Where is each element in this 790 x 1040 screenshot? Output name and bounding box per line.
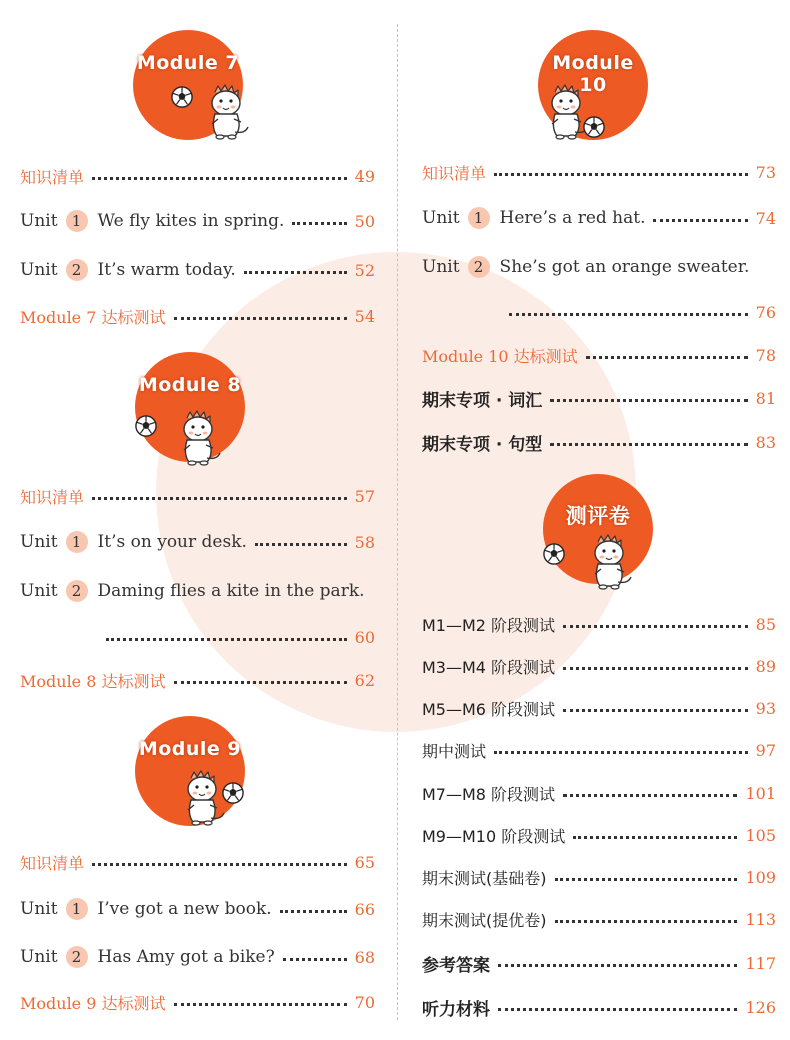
page-number: 83 bbox=[755, 432, 776, 452]
unit-number-badge: 1 bbox=[66, 210, 88, 232]
dinosaur-mascot-icon bbox=[200, 84, 252, 140]
toc-label: 参考答案 bbox=[422, 955, 490, 976]
unit-word: Unit bbox=[20, 899, 58, 919]
toc-label: 知识清单 bbox=[20, 167, 85, 187]
toc-label: M7—M8 阶段测试 bbox=[422, 784, 556, 804]
toc-row[interactable] bbox=[20, 483, 375, 509]
toc-row-continuation[interactable] bbox=[505, 299, 776, 325]
page-number: 62 bbox=[354, 670, 375, 690]
unit-word: Unit bbox=[20, 532, 58, 552]
dot-leader bbox=[292, 222, 346, 225]
dot-leader bbox=[280, 910, 347, 913]
toc-row[interactable] bbox=[20, 257, 375, 283]
toc-label: Module 9 达标测试 bbox=[20, 993, 166, 1013]
toc-row[interactable] bbox=[422, 611, 776, 637]
toc-row-continuation[interactable] bbox=[100, 624, 375, 650]
dot-leader bbox=[563, 667, 748, 670]
toc-row[interactable] bbox=[422, 864, 776, 890]
toc-row[interactable] bbox=[422, 342, 776, 368]
toc-row[interactable] bbox=[20, 944, 375, 970]
module-8-title: Module 8 bbox=[138, 374, 242, 396]
dot-leader bbox=[509, 313, 748, 316]
page-number: 113 bbox=[745, 909, 776, 929]
toc-label: Module 8 达标测试 bbox=[20, 671, 166, 691]
dinosaur-mascot-icon bbox=[583, 534, 635, 590]
toc-row[interactable] bbox=[20, 578, 375, 604]
toc-row[interactable] bbox=[422, 205, 776, 231]
soccer-ball-icon bbox=[222, 782, 244, 804]
unit-word: Unit bbox=[20, 260, 58, 280]
toc-label: It’s on your desk. bbox=[97, 532, 247, 552]
dot-leader bbox=[283, 958, 347, 961]
page-number: 52 bbox=[354, 260, 375, 280]
toc-label: Here’s a red hat. bbox=[499, 208, 646, 228]
page-number: 78 bbox=[755, 345, 776, 365]
toc-row[interactable] bbox=[20, 989, 375, 1015]
dot-leader bbox=[494, 751, 748, 754]
toc-label: It’s warm today. bbox=[97, 260, 236, 280]
toc-label: 知识清单 bbox=[422, 163, 487, 183]
toc-label: 听力材料 bbox=[422, 999, 490, 1020]
toc-label: 期中测试 bbox=[422, 741, 487, 761]
soccer-ball-icon bbox=[135, 415, 157, 437]
dot-leader bbox=[550, 399, 747, 402]
toc-row[interactable] bbox=[422, 429, 776, 455]
unit-number-badge: 1 bbox=[468, 207, 490, 229]
unit-word: Unit bbox=[422, 257, 460, 277]
toc-row[interactable] bbox=[422, 950, 776, 976]
dot-leader bbox=[174, 681, 347, 684]
page-number: 76 bbox=[755, 302, 776, 322]
dot-leader bbox=[563, 794, 737, 797]
module-7-title: Module 7 bbox=[136, 52, 240, 74]
dot-leader bbox=[498, 1008, 737, 1011]
dot-leader bbox=[174, 317, 347, 320]
toc-label: Daming flies a kite in the park. bbox=[97, 581, 365, 601]
page-number: 49 bbox=[354, 166, 375, 186]
dot-leader bbox=[106, 638, 347, 641]
toc-row[interactable] bbox=[20, 667, 375, 693]
unit-number-badge: 2 bbox=[66, 580, 88, 602]
toc-row[interactable] bbox=[422, 737, 776, 763]
dot-leader bbox=[550, 443, 747, 446]
dot-leader bbox=[653, 219, 747, 222]
dot-leader bbox=[494, 173, 748, 176]
soccer-ball-icon bbox=[583, 116, 605, 138]
module-10-title: Module 10 bbox=[552, 52, 634, 96]
toc-row[interactable] bbox=[422, 385, 776, 411]
toc-label: Module 10 达标测试 bbox=[422, 346, 578, 366]
toc-label: M9—M10 阶段测试 bbox=[422, 826, 566, 846]
dinosaur-mascot-icon bbox=[176, 770, 228, 826]
toc-row[interactable] bbox=[20, 163, 375, 189]
toc-row[interactable] bbox=[20, 896, 375, 922]
page-number: 109 bbox=[745, 867, 776, 887]
dot-leader bbox=[563, 709, 748, 712]
module-9-title: Module 9 bbox=[138, 738, 242, 760]
page-number: 73 bbox=[755, 162, 776, 182]
dinosaur-mascot-icon bbox=[172, 410, 224, 466]
unit-number-badge: 2 bbox=[66, 259, 88, 281]
toc-label: M3—M4 阶段测试 bbox=[422, 657, 556, 677]
dot-leader bbox=[255, 543, 347, 546]
page-number: 93 bbox=[755, 698, 776, 718]
dot-leader bbox=[244, 271, 347, 274]
dot-leader bbox=[92, 863, 347, 866]
toc-row[interactable] bbox=[20, 849, 375, 875]
soccer-ball-icon bbox=[543, 543, 565, 565]
dot-leader bbox=[555, 920, 738, 923]
page-number: 89 bbox=[755, 656, 776, 676]
page-number: 68 bbox=[354, 947, 375, 967]
toc-row[interactable] bbox=[20, 208, 375, 234]
toc-row[interactable] bbox=[422, 695, 776, 721]
toc-label: 期末测试(基础卷) bbox=[422, 868, 547, 888]
toc-row[interactable] bbox=[422, 780, 776, 806]
column-divider bbox=[397, 24, 398, 1020]
dot-leader bbox=[573, 836, 737, 839]
dot-leader bbox=[174, 1003, 347, 1006]
page-number: 58 bbox=[354, 532, 375, 552]
unit-number-badge: 1 bbox=[66, 531, 88, 553]
toc-label: 期末专项 · 句型 bbox=[422, 434, 543, 455]
page-number: 117 bbox=[745, 953, 776, 973]
dot-leader bbox=[498, 964, 737, 967]
dot-leader bbox=[92, 177, 347, 180]
page-number: 97 bbox=[755, 740, 776, 760]
page-number: 101 bbox=[745, 783, 776, 803]
toc-row[interactable] bbox=[20, 529, 375, 555]
unit-word: Unit bbox=[20, 581, 58, 601]
unit-number-badge: 1 bbox=[66, 898, 88, 920]
toc-row[interactable] bbox=[422, 994, 776, 1020]
dot-leader bbox=[563, 625, 748, 628]
page-number: 50 bbox=[354, 211, 375, 231]
toc-label: 知识清单 bbox=[20, 853, 85, 873]
page-number: 54 bbox=[354, 306, 375, 326]
soccer-ball-icon bbox=[171, 86, 193, 108]
toc-label: I’ve got a new book. bbox=[97, 899, 272, 919]
toc-label: M5—M6 阶段测试 bbox=[422, 699, 556, 719]
toc-label: 期末专项 · 词汇 bbox=[422, 390, 543, 411]
unit-word: Unit bbox=[422, 208, 460, 228]
toc-label: Module 7 达标测试 bbox=[20, 307, 166, 327]
toc-label: M1—M2 阶段测试 bbox=[422, 615, 556, 635]
page-number: 105 bbox=[745, 825, 776, 845]
unit-word: Unit bbox=[20, 947, 58, 967]
page-number: 65 bbox=[354, 852, 375, 872]
page-number: 126 bbox=[745, 997, 776, 1017]
toc-label: Has Amy got a bike? bbox=[97, 947, 275, 967]
tests-title: 测评卷 bbox=[565, 504, 631, 528]
toc-row[interactable] bbox=[422, 159, 776, 185]
unit-number-badge: 2 bbox=[66, 946, 88, 968]
page-number: 74 bbox=[755, 208, 776, 228]
toc-row[interactable] bbox=[422, 906, 776, 932]
dot-leader bbox=[92, 497, 347, 500]
dot-leader bbox=[555, 878, 738, 881]
page-number: 66 bbox=[354, 899, 375, 919]
toc-row[interactable] bbox=[422, 822, 776, 848]
unit-number-badge: 2 bbox=[468, 256, 490, 278]
toc-row[interactable] bbox=[20, 303, 375, 329]
dot-leader bbox=[586, 356, 748, 359]
unit-word: Unit bbox=[20, 211, 58, 231]
toc-row[interactable] bbox=[422, 653, 776, 679]
page-number: 57 bbox=[354, 486, 375, 506]
toc-label: We fly kites in spring. bbox=[97, 211, 285, 231]
toc-label: 期末测试(提优卷) bbox=[422, 910, 547, 930]
page-number: 60 bbox=[354, 627, 375, 647]
toc-label: She’s got an orange sweater. bbox=[499, 257, 750, 277]
page-number: 81 bbox=[755, 388, 776, 408]
toc-label: 知识清单 bbox=[20, 487, 85, 507]
toc-row[interactable] bbox=[422, 254, 776, 280]
page-number: 70 bbox=[354, 992, 375, 1012]
page-number: 85 bbox=[755, 614, 776, 634]
